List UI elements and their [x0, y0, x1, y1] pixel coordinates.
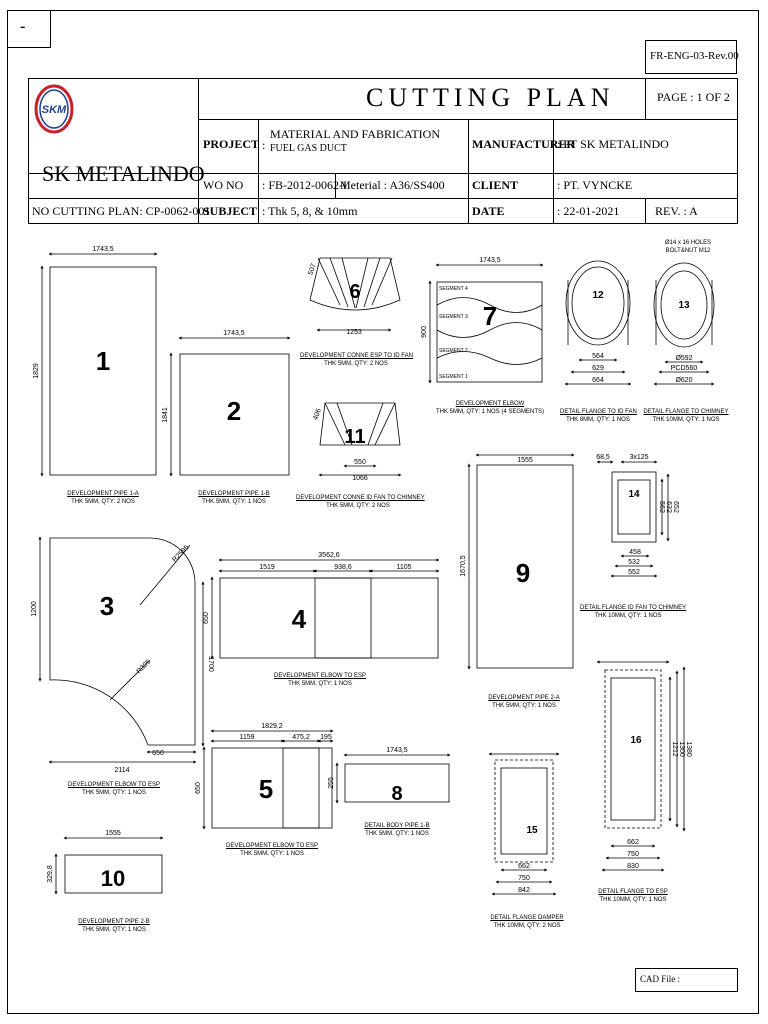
project-line2: FUEL GAS DUCT [270, 143, 347, 154]
dim-14-a: 68,5 [596, 454, 610, 461]
form-code: FR-ENG-03-Rev.00 [650, 50, 739, 62]
dim-3-small: 650 [152, 750, 164, 757]
part-number-9: 9 [515, 558, 531, 588]
dim-13-d3: Ø620 [675, 377, 693, 384]
part-number-8: 8 [391, 783, 403, 805]
part-number-7: 7 [482, 301, 498, 331]
dim-11-b: 550 [354, 459, 366, 466]
dim-16-d1: 662 [627, 839, 639, 846]
dim-5-a: 1159 [239, 734, 255, 741]
dim-7-height: 900 [421, 326, 428, 338]
dim-12-d2: 629 [592, 365, 604, 372]
caption-part-9: DEVELOPMENT PIPE 2-A THK 5MM, QTY: 1 NOS [488, 695, 560, 709]
segment-1-label: SEGMENT 1 [439, 374, 468, 380]
page-title: CUTTING PLAN [366, 83, 615, 112]
part-15 [490, 754, 558, 894]
dim-5-width: 1829,2 [261, 723, 283, 730]
segment-3-label: SEGMENT 3 [439, 314, 468, 320]
dim-16-v1: 1212 [671, 741, 678, 757]
manufacturer-value: : PT SK METALINDO [557, 137, 669, 151]
dim-5-height: 650 [195, 782, 202, 794]
dim-4-c: 1105 [396, 564, 412, 571]
date-label: DATE [472, 204, 505, 218]
company-name: SK METALINDO [42, 161, 205, 186]
dim-1-width: 1743,5 [92, 246, 114, 253]
part-number-6: 6 [349, 281, 361, 303]
dim-15-d3: 842 [518, 887, 530, 894]
note-13-holes: Ø14 x 16 HOLES [664, 240, 712, 246]
part-4 [212, 560, 438, 658]
dim-3-radius-inner: R305 [135, 658, 153, 676]
dim-12-d3: 664 [592, 377, 604, 384]
dim-4-height: 650 [203, 612, 210, 624]
dim-16-v3: 1380 [685, 741, 692, 757]
caption-part-10: DEVELOPMENT PIPE 2-B THK 5MM, QTY: 1 NOS [78, 919, 150, 933]
dim-5-b: 475,2 [292, 734, 310, 741]
dim-14-v3: 652 [672, 501, 679, 513]
project-label: PROJECT [203, 137, 260, 151]
dim-4-width: 3562,6 [318, 552, 340, 559]
logo-text: SKM [41, 104, 67, 116]
manufacturer-label: MANUFACTURER [472, 137, 576, 151]
caption-part-14: DETAIL FLANGE ID FAN TO CHIMNEY THK 10MM, QTY: 1 NOS [580, 605, 687, 619]
project-line1: MATERIAL AND FABRICATION [270, 127, 441, 141]
dim-3-side: 1700 [207, 656, 214, 672]
dim-13-d1: Ø592 [675, 355, 693, 362]
dim-14-d2: 532 [628, 559, 640, 566]
dim-16-v2: 1300 [678, 741, 685, 757]
caption-part-12: DETAIL FLANGE TO ID FAN THK 8MM, QTY: 1 NOS [560, 409, 637, 423]
page-number: PAGE : 1 OF 2 [657, 90, 730, 104]
dim-2-height: 1841 [162, 407, 169, 423]
part-number-5: 5 [258, 774, 274, 804]
dim-14-d1: 458 [629, 549, 641, 556]
dim-1-height: 1829 [33, 363, 40, 379]
dim-16-d3: 830 [627, 863, 639, 870]
part-3 [40, 538, 203, 762]
part-number-16: 16 [630, 735, 642, 746]
wo-label: WO NO [203, 178, 244, 192]
client-value: : PT. VYNCKE [557, 178, 633, 192]
dim-7-width: 1743,5 [479, 257, 501, 264]
dim-13-d2: PCD560 [670, 365, 698, 372]
caption-part-6: DEVELOPMENT CONNE ESP TO ID FAN THK 5MM, QTY: 2 NOS [300, 353, 413, 367]
dim-15-d1: 662 [518, 863, 530, 870]
dim-11-c: 1066 [352, 475, 368, 482]
part-number-12: 12 [592, 290, 604, 301]
dim-10-width: 1555 [105, 830, 121, 837]
dim-6-b: 1253 [346, 329, 362, 336]
caption-part-11: DEVELOPMENT CONNE ID FAN TO CHIMNEY THK 5MM, QTY: 2 NOS [296, 495, 425, 509]
dim-8-height: 255 [328, 777, 335, 789]
caption-part-16: DETAIL FLANGE TO ESP THK 10MM, QTY: 1 NOS [598, 889, 668, 903]
dim-8-width: 1743,5 [386, 747, 408, 754]
dim-9-height: 1670,5 [460, 555, 467, 577]
segment-4-label: SEGMENT 4 [439, 286, 468, 292]
dim-3-radius-outer: R2595 [171, 544, 191, 564]
part-number-10: 10 [100, 866, 126, 891]
project-colon: : [262, 138, 266, 152]
dim-16-d2: 750 [627, 851, 639, 858]
client-label: CLIENT [472, 178, 519, 192]
caption-part-7: DEVELOPMENT ELBOW THK 5MM, QTY: 1 NOS (4 SEGMENTS) [435, 401, 544, 415]
dim-6-a: 507 [307, 262, 318, 277]
dim-4-b: 938,6 [334, 564, 352, 571]
dim-5-c: 195 [320, 734, 332, 741]
dim-4-a: 1519 [259, 564, 275, 571]
part-16 [598, 662, 684, 870]
part-number-13: 13 [678, 300, 690, 311]
dim-3-width: 2114 [114, 767, 130, 774]
dim-14-v2: 632 [665, 501, 672, 513]
caption-part-4: DEVELOPMENT ELBOW TO ESP THK 5MM, QTY: 1 NOS [273, 673, 367, 687]
subject-label: SUBJECT [203, 204, 258, 218]
part-number-3: 3 [99, 591, 115, 621]
caption-part-5: DEVELOPMENT ELBOW TO ESP THK 5MM, QTY: 1 NOS [225, 843, 319, 857]
segment-2-label: SEGMENT 2 [439, 348, 468, 354]
dim-15-d2: 750 [518, 875, 530, 882]
date-value: : 22-01-2021 [557, 204, 620, 218]
part-number-14: 14 [628, 489, 640, 500]
caption-part-13: DETAIL FLANGE TO CHIMNEY THK 10MM, QTY: 1 NOS [643, 409, 729, 423]
wo-value: : FB-2012-0062-I [262, 178, 347, 192]
revision: REV. : A [655, 204, 698, 218]
part-number-2: 2 [226, 396, 242, 426]
cad-file-label: CAD File : [640, 974, 681, 984]
caption-part-1: DEVELOPMENT PIPE 1-A THK 5MM, QTY: 2 NOS [67, 491, 139, 505]
dim-14-b: 3x125 [629, 454, 649, 461]
caption-part-2: DEVELOPMENT PIPE 1-B THK 5MM, QTY: 1 NOS [198, 491, 270, 505]
cutting-plan-no: NO CUTTING PLAN: CP-0062-001 [32, 204, 211, 218]
caption-part-15: DETAIL FLANGE DAMPER THK 10MM, QTY: 2 NOS [490, 915, 564, 929]
dim-11-a: 406 [312, 407, 323, 422]
note-13-bolt: BOLT&NUT M12 [665, 248, 711, 254]
subject-value: : Thk 5, 8, & 10mm [262, 204, 358, 218]
dim-12-d1: 564 [592, 353, 604, 360]
caption-part-8: DETAIL BODY PIPE 1-B THK 5MM, QTY: 1 NOS [364, 823, 430, 837]
material: Meterial : A36/SS400 [340, 178, 445, 192]
part-number-11: 11 [344, 426, 366, 448]
part-number-4: 4 [291, 604, 307, 634]
dim-2-width: 1743,5 [223, 330, 245, 337]
dim-9-width: 1555 [517, 457, 533, 464]
dim-3-height: 1200 [31, 601, 38, 617]
dim-14-v1: 562 [658, 501, 665, 513]
part-number-15: 15 [526, 825, 538, 836]
dim-14-d3: 552 [628, 569, 640, 576]
part-number-1: 1 [95, 346, 111, 376]
caption-part-3: DEVELOPMENT ELBOW TO ESP THK 5MM, QTY: 1 NOS [67, 782, 161, 796]
corner-mark: - [20, 18, 26, 35]
dim-10-height: 329,8 [47, 865, 54, 883]
